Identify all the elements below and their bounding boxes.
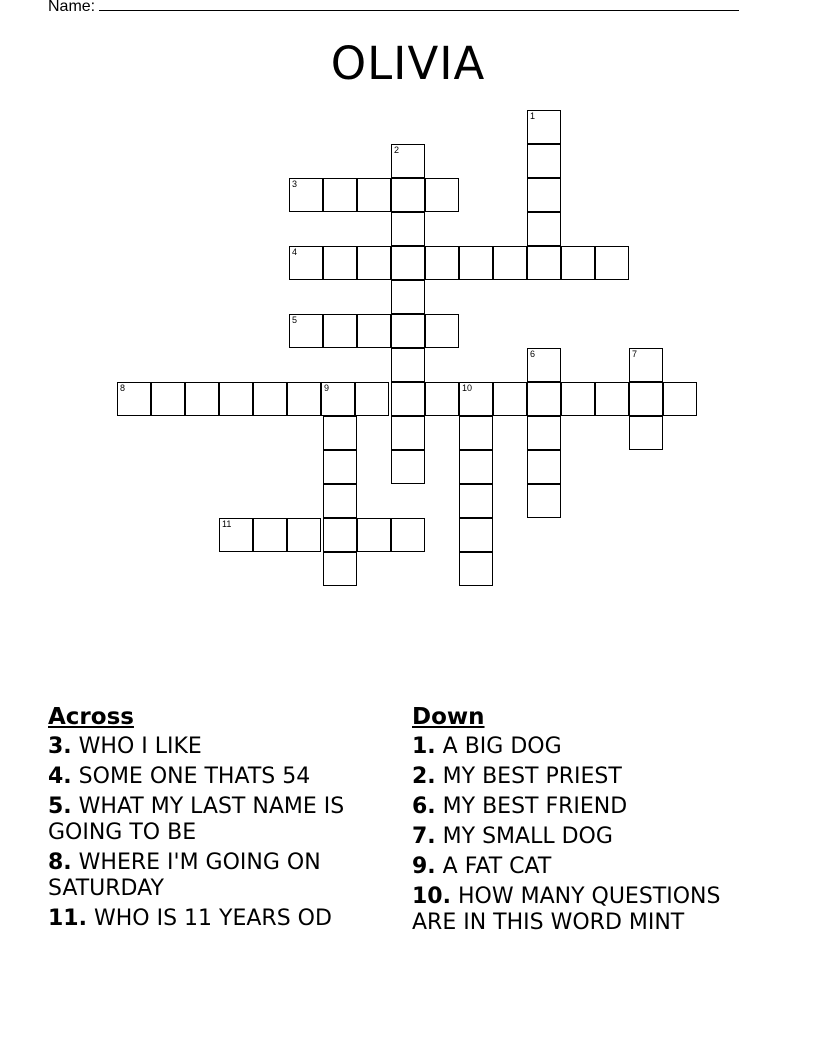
across-clues bbox=[48, 704, 378, 936]
crossword-cell[interactable] bbox=[357, 246, 391, 280]
clue-number: 1. bbox=[412, 734, 436, 759]
crossword-cell[interactable] bbox=[459, 450, 493, 484]
clue-text: SOME ONE THATS 54 bbox=[78, 764, 311, 789]
crossword-cell[interactable] bbox=[527, 178, 561, 212]
name-label: Name: bbox=[48, 0, 96, 15]
crossword-cell[interactable] bbox=[629, 416, 663, 450]
clue-down-6 bbox=[412, 794, 752, 820]
clue-down-10 bbox=[412, 884, 752, 936]
clue-number: 9. bbox=[412, 854, 436, 879]
down-clues bbox=[412, 704, 752, 940]
crossword-cell[interactable] bbox=[391, 178, 425, 212]
clue-text: MY SMALL DOG bbox=[442, 824, 613, 849]
crossword-cell[interactable] bbox=[561, 382, 595, 416]
crossword-cell[interactable] bbox=[151, 382, 185, 416]
clue-number: 6. bbox=[412, 794, 436, 819]
cell-number: 6 bbox=[530, 349, 536, 359]
clue-text: HOW MANY QUESTIONS ARE IN THIS WORD MINT bbox=[412, 884, 721, 935]
crossword-cell[interactable] bbox=[323, 314, 357, 348]
crossword-cell[interactable] bbox=[289, 246, 323, 280]
crossword-cell[interactable] bbox=[527, 246, 561, 280]
clue-across-5 bbox=[48, 794, 378, 846]
crossword-cell[interactable] bbox=[391, 144, 425, 178]
clue-across-4 bbox=[48, 764, 378, 790]
clue-number: 4. bbox=[48, 764, 72, 789]
clue-number: 10. bbox=[412, 884, 451, 909]
cell-number: 9 bbox=[324, 383, 330, 393]
clue-across-3 bbox=[48, 734, 378, 760]
crossword-cell[interactable] bbox=[391, 382, 425, 416]
clue-text: WHO I LIKE bbox=[78, 734, 202, 759]
crossword-cell[interactable] bbox=[321, 382, 355, 416]
crossword-cell[interactable] bbox=[357, 314, 391, 348]
crossword-cell[interactable] bbox=[425, 314, 459, 348]
crossword-cell[interactable] bbox=[323, 178, 357, 212]
crossword-cell[interactable] bbox=[289, 178, 323, 212]
crossword-cell[interactable] bbox=[493, 382, 527, 416]
cell-number: 1 bbox=[530, 111, 536, 121]
crossword-cell[interactable] bbox=[459, 552, 493, 586]
clue-text: A BIG DOG bbox=[442, 734, 562, 759]
crossword-cell[interactable] bbox=[323, 552, 357, 586]
cell-number: 8 bbox=[120, 383, 126, 393]
cell-number: 2 bbox=[394, 145, 400, 155]
crossword-cell[interactable] bbox=[219, 518, 253, 552]
cell-number: 11 bbox=[222, 519, 232, 529]
crossword-cell[interactable] bbox=[527, 144, 561, 178]
crossword-cell[interactable] bbox=[459, 518, 493, 552]
crossword-cell[interactable] bbox=[425, 246, 459, 280]
crossword-cell[interactable] bbox=[287, 382, 321, 416]
crossword-cell[interactable] bbox=[323, 484, 357, 518]
down-heading: Down bbox=[412, 704, 485, 730]
page-title: OLIVIA bbox=[330, 37, 486, 90]
crossword-cell[interactable] bbox=[629, 348, 663, 382]
crossword-cell[interactable] bbox=[323, 518, 357, 552]
cell-number: 5 bbox=[292, 315, 298, 325]
cell-number: 3 bbox=[292, 179, 298, 189]
crossword-cell[interactable] bbox=[357, 178, 391, 212]
crossword-cell[interactable] bbox=[527, 348, 561, 382]
clue-down-7 bbox=[412, 824, 752, 850]
crossword-cell[interactable] bbox=[287, 518, 321, 552]
crossword-cell[interactable] bbox=[459, 416, 493, 450]
crossword-cell[interactable] bbox=[527, 110, 561, 144]
clue-number: 2. bbox=[412, 764, 436, 789]
cell-number: 7 bbox=[632, 349, 638, 359]
clue-number: 3. bbox=[48, 734, 72, 759]
crossword-cell[interactable] bbox=[459, 382, 493, 416]
crossword-cell[interactable] bbox=[117, 382, 151, 416]
clue-text: WHERE I'M GOING ON SATURDAY bbox=[48, 850, 321, 901]
crossword-cell[interactable] bbox=[185, 382, 219, 416]
clue-number: 7. bbox=[412, 824, 436, 849]
clue-number: 11. bbox=[48, 906, 87, 931]
crossword-cell[interactable] bbox=[391, 246, 425, 280]
crossword-cell[interactable] bbox=[425, 382, 459, 416]
crossword-cell[interactable] bbox=[357, 518, 391, 552]
crossword-cell[interactable] bbox=[219, 382, 253, 416]
crossword-cell[interactable] bbox=[527, 450, 561, 484]
crossword-cell[interactable] bbox=[323, 450, 357, 484]
crossword-cell[interactable] bbox=[355, 382, 389, 416]
crossword-cell[interactable] bbox=[527, 416, 561, 450]
clue-across-8 bbox=[48, 850, 378, 902]
crossword-cell[interactable] bbox=[253, 382, 287, 416]
clue-number: 5. bbox=[48, 794, 72, 819]
clue-text: WHAT MY LAST NAME IS GOING TO BE bbox=[48, 794, 345, 845]
crossword-cell[interactable] bbox=[629, 382, 663, 416]
crossword-cell[interactable] bbox=[323, 246, 357, 280]
clue-down-2 bbox=[412, 764, 752, 790]
crossword-cell[interactable] bbox=[391, 280, 425, 314]
cell-number: 10 bbox=[462, 383, 473, 393]
clue-text: MY BEST PRIEST bbox=[442, 764, 622, 789]
clue-number: 8. bbox=[48, 850, 72, 875]
crossword-cell[interactable] bbox=[391, 348, 425, 382]
cell-number: 4 bbox=[292, 247, 298, 257]
crossword-cell[interactable] bbox=[663, 382, 697, 416]
across-heading: Across bbox=[48, 704, 134, 730]
clue-text: WHO IS 11 YEARS OD bbox=[93, 906, 332, 931]
clue-text: MY BEST FRIEND bbox=[442, 794, 628, 819]
crossword-cell[interactable] bbox=[527, 382, 561, 416]
crossword-cell[interactable] bbox=[391, 450, 425, 484]
crossword-cell[interactable] bbox=[595, 246, 629, 280]
crossword-cell[interactable] bbox=[561, 246, 595, 280]
crossword-cell[interactable] bbox=[459, 246, 493, 280]
crossword-cell[interactable] bbox=[595, 382, 629, 416]
crossword-cell[interactable] bbox=[425, 178, 459, 212]
crossword-cell[interactable] bbox=[527, 212, 561, 246]
crossword-cell[interactable] bbox=[253, 518, 287, 552]
crossword-cell[interactable] bbox=[459, 484, 493, 518]
crossword-cell[interactable] bbox=[391, 518, 425, 552]
clue-down-9 bbox=[412, 854, 752, 880]
crossword-cell[interactable] bbox=[323, 416, 357, 450]
clue-text: A FAT CAT bbox=[442, 854, 552, 879]
crossword-cell[interactable] bbox=[493, 246, 527, 280]
crossword-cell[interactable] bbox=[289, 314, 323, 348]
crossword-cell[interactable] bbox=[391, 314, 425, 348]
clue-down-1 bbox=[412, 734, 752, 760]
crossword-cell[interactable] bbox=[391, 212, 425, 246]
clue-across-11 bbox=[48, 906, 378, 932]
crossword-cell[interactable] bbox=[527, 484, 561, 518]
crossword-cell[interactable] bbox=[391, 416, 425, 450]
